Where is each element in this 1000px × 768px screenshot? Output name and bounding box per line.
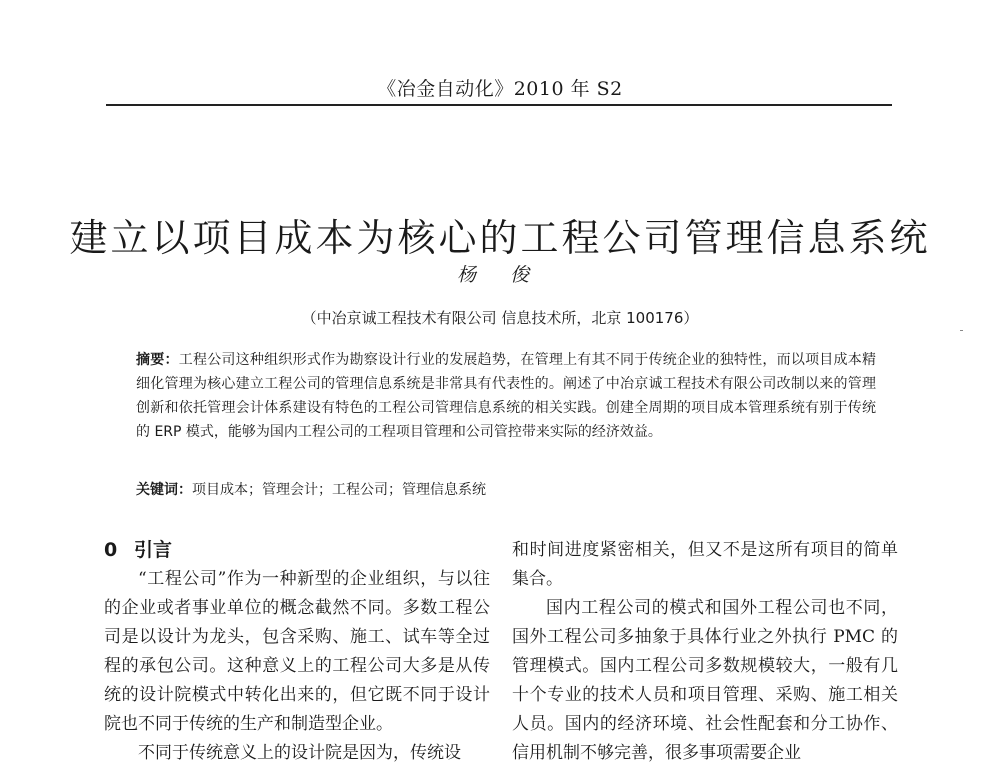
body-paragraph: “工程公司”作为一种新型的企业组织，与以往的企业或者事业单位的概念截然不同。多数工程公司是以设计为龙头，包含采购、施工、试车等全过程的承包公司。这种意义上的工程公司大多是从传统的设计院模式中转化出来的，但它既不同于设计院也不同于传统的生产和制造型企业。 (104, 569, 490, 734)
scan-artifact (960, 330, 963, 331)
section-number: 0 (104, 539, 118, 561)
abstract-label: 摘要： (136, 352, 179, 368)
section-heading (104, 536, 490, 565)
right-column (512, 536, 898, 768)
header-rule (106, 104, 892, 106)
journal-header: 《冶金自动化》2010 年 S2 (377, 78, 623, 100)
abstract (136, 348, 876, 444)
author: 杨 俊 (456, 264, 544, 286)
affiliation: （中冶京诚工程技术有限公司 信息技术所，北京 100176） (301, 309, 699, 327)
body-paragraph: 和时间进度紧密相关，但又不是这所有项目的简单集合。 (512, 540, 898, 589)
abstract-text: 工程公司这种组织形式作为勘察设计行业的发展趋势，在管理上有其不同于传统企业的独特性，而以项目成本精细化管理为核心建立工程公司的管理信息系统是非常具有代表性的。阐述了中冶京诚工程技术有限公司改制以来的管理创新和依托管理会计体系建设有特色的工程公司管理信息系统的相关实践。创建全周期的项目成本管理系统有别于传统的 ERP 模式，能够为国内工程公司的工程项目管理和公司管控带来实际的经济效益。 (136, 352, 877, 440)
body-paragraph: 不同于传统意义上的设计院是因为，传统设 (138, 743, 461, 763)
keywords-text: 项目成本；管理会计；工程公司；管理信息系统 (192, 482, 486, 498)
keywords-label: 关键词： (136, 482, 192, 498)
section-title: 引言 (134, 539, 173, 561)
body-paragraph: 国内工程公司的模式和国外工程公司也不同，国外工程公司多抽象于具体行业之外执行 PMC 的管理模式。国内工程公司多数规模较大，一般有几十个专业的技术人员和项目管理、采购、施工相关人员。国内的经济环境、社会性配套和分工协作、信用机制不够完善，很多事项需要企业 (512, 598, 898, 763)
keywords (136, 479, 876, 501)
paper-title: 建立以项目成本为核心的工程公司管理信息系统 (69, 216, 931, 261)
left-column (104, 536, 490, 768)
